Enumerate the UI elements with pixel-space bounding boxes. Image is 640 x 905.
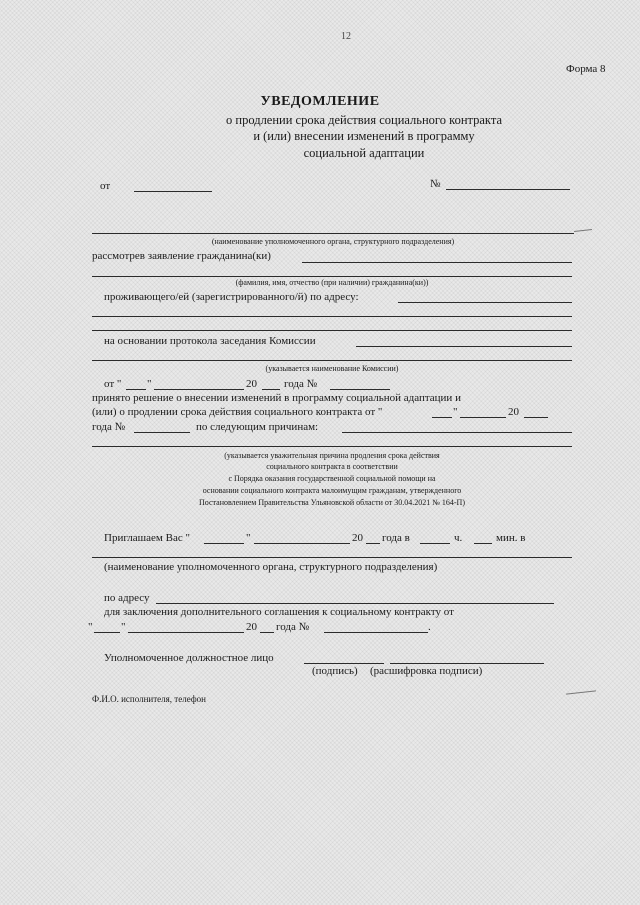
reason-caption-1: (указывается уважительная причина продления срока действия (224, 451, 440, 460)
invite-minute-line (474, 543, 492, 544)
margin-mark (574, 229, 592, 232)
invite-hour-line (420, 543, 450, 544)
contract-month-line (128, 632, 244, 633)
signature-line (304, 663, 384, 664)
commission-basis-text: на основании протокола заседания Комиссии (104, 335, 316, 347)
citizen-field-line (302, 262, 572, 263)
subtitle-line-2: и (или) внесении изменений в программу (253, 129, 475, 143)
authority-field-line (92, 233, 574, 234)
decision-number-label: года № (92, 421, 126, 433)
margin-mark-2 (566, 690, 596, 694)
signature-decoding-line (390, 663, 544, 664)
decision-day-line (432, 417, 452, 418)
commission-field-line-2 (92, 360, 572, 361)
protocol-month-line (154, 389, 244, 390)
invite-quote-close: " (246, 532, 251, 544)
reason-caption-3: с Порядка оказания государственной социальной помощи на (228, 474, 436, 483)
reasons-field-line-2 (92, 446, 572, 447)
contract-quote-close: " (121, 621, 126, 633)
contract-end-dot: . (428, 621, 431, 633)
decision-quote-close: " (453, 406, 458, 418)
reason-caption-4: основании социального контракта малоимущим гражданам, утвержденного (202, 486, 462, 495)
executor-label: Ф.И.О. исполнителя, телефон (92, 694, 206, 704)
citizen-field-line-2 (92, 276, 572, 277)
form-label: Форма 8 (566, 63, 606, 75)
reasons-text: по следующим причинам: (196, 421, 319, 433)
protocol-year-prefix: 20 (246, 378, 257, 390)
decision-month-line (460, 417, 506, 418)
contract-number-line (324, 632, 428, 633)
invite-year-prefix: 20 (352, 532, 363, 544)
reasons-field-line-1 (342, 432, 572, 433)
decision-text-2: (или) о продлении срока действия социального контракта от " (92, 406, 383, 418)
citizen-caption: (фамилия, имя, отчество (при наличии) гражданина(ки)) (235, 278, 429, 287)
protocol-from-text: от " (104, 378, 122, 390)
document-title: УВЕДОМЛЕНИЕ (260, 94, 380, 109)
authority-caption: (наименование уполномоченного органа, структурного подразделения) (211, 237, 455, 246)
contract-year-prefix: 20 (246, 621, 257, 633)
address-field-line-2 (92, 316, 572, 317)
subtitle-line-3: социальной адаптации (303, 146, 425, 160)
invite-text: Приглашаем Вас " (104, 532, 190, 544)
purpose-text: для заключения дополнительного соглашения к социальному контракту от (104, 606, 454, 618)
address-field-line-3 (92, 330, 572, 331)
invite-month-line (254, 543, 350, 544)
protocol-quote-close: " (147, 378, 152, 390)
protocol-year-line (262, 389, 280, 390)
decision-year-line (524, 417, 548, 418)
page-number: 12 (341, 31, 351, 42)
number-field-line (446, 189, 570, 190)
decision-number-line (134, 432, 190, 433)
contract-day-line (94, 632, 120, 633)
official-label: Уполномоченное должностное лицо (104, 652, 274, 664)
subtitle-line-1: о продлении срока действия социального контракта (226, 113, 502, 127)
invite-minutes-label: мин. в (496, 532, 526, 544)
invite-year-line (366, 543, 380, 544)
contract-number-label: года № (276, 621, 310, 633)
commission-field-line-1 (356, 346, 572, 347)
protocol-number-line (330, 389, 390, 390)
decision-year-prefix: 20 (508, 406, 519, 418)
signature-caption: (подпись) (312, 665, 358, 677)
invite-day-line (204, 543, 244, 544)
protocol-day-line (126, 389, 146, 390)
contract-quote-open: " (88, 621, 93, 633)
reason-caption-2: социального контракта в соответствии (266, 462, 398, 471)
signature-decoding-caption: (расшифровка подписи) (370, 665, 483, 677)
decision-text-1: принято решение о внесении изменений в программу социальной адаптации и (92, 392, 461, 404)
commission-caption: (указывается наименование Комиссии) (265, 364, 399, 373)
number-label: № (430, 178, 441, 190)
date-field-line (134, 191, 212, 192)
residing-address-text: проживающего/ей (зарегистрированного/й) по адресу: (104, 291, 359, 303)
reason-caption-5: Постановлением Правительства Ульяновской области от 30.04.2021 № 164-П) (199, 498, 465, 507)
address-field-line-1 (398, 302, 572, 303)
invite-time-label: года в (382, 532, 410, 544)
contract-year-line (260, 632, 274, 633)
invite-address-line (156, 603, 554, 604)
invite-hours-label: ч. (454, 532, 463, 544)
invite-authority-line (92, 557, 572, 558)
address-label: по адресу (104, 592, 150, 604)
authority-caption-2: (наименование уполномоченного органа, структурного подразделения) (104, 561, 438, 573)
protocol-number-label: года № (284, 378, 318, 390)
date-from-label: от (100, 180, 111, 192)
considered-application-text: рассмотрев заявление гражданина(ки) (92, 250, 271, 262)
